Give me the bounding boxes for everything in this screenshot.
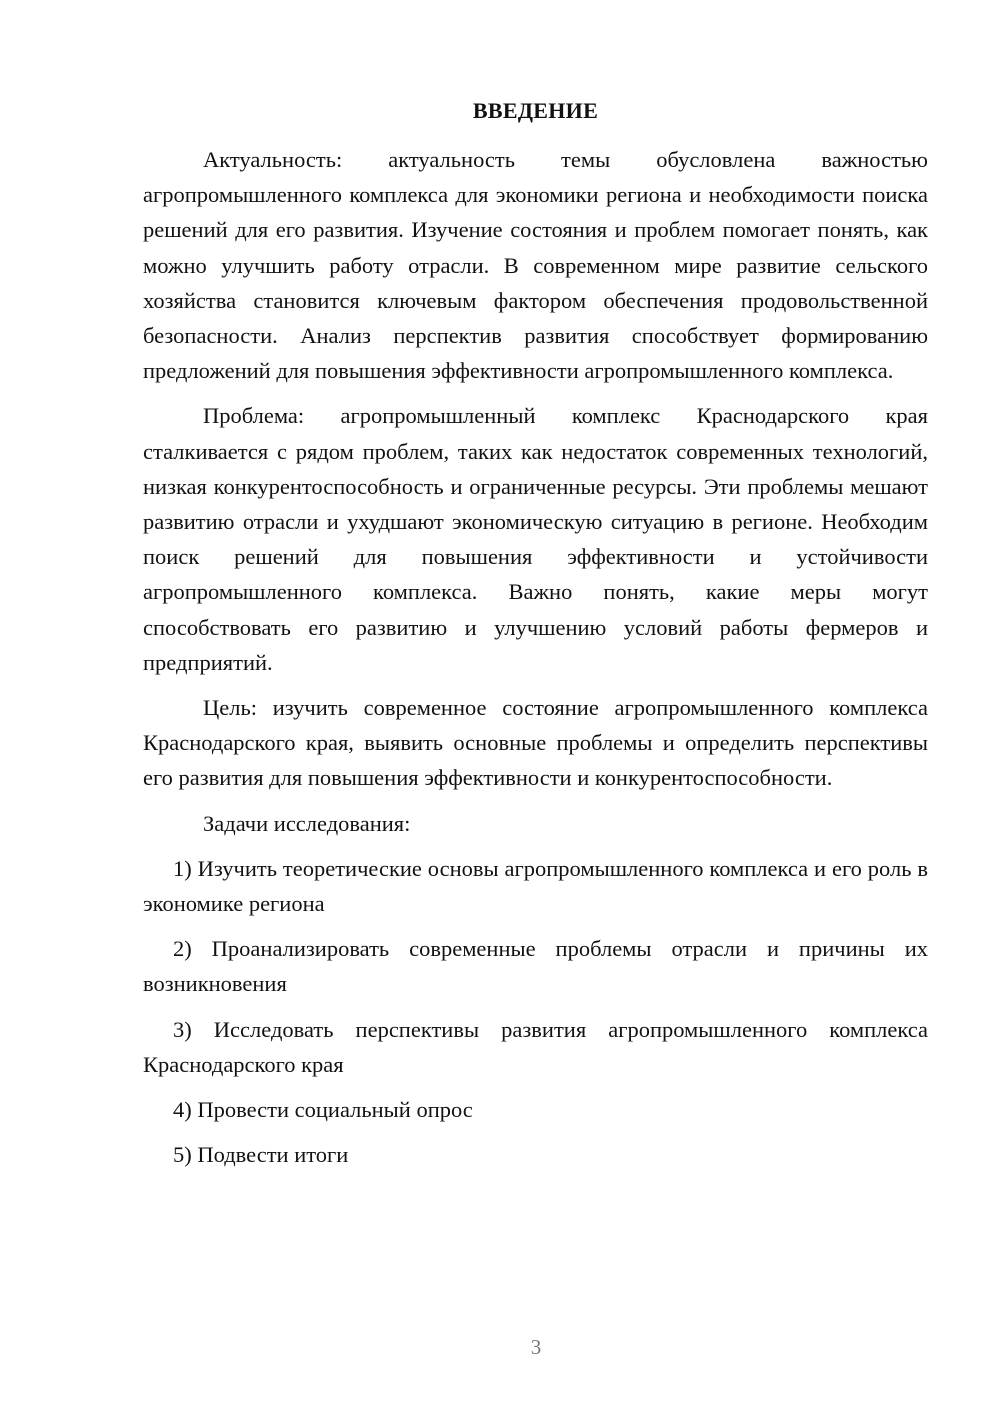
task-item-5: 5) Подвести итоги xyxy=(173,1142,349,1168)
task-item-1: 1) Изучить теоретические основы агропромышленного комплекса и его роль в экономике региона xyxy=(143,855,928,917)
task-item-4: 4) Провести социальный опрос xyxy=(173,1097,473,1123)
page-number: 3 xyxy=(530,1335,542,1359)
paragraph-goal: Цель: изучить современное состояние агропромышленного комплекса Краснодарского края, выявить основные проблемы и определить перспективы его развития для повышения эффективности и конкурентоспособности. xyxy=(143,695,928,791)
section-heading: ВВЕДЕНИЕ xyxy=(472,98,599,123)
paragraph-problem: Проблема: агропромышленный комплекс Краснодарского края сталкивается с рядом проблем, таких как недостаток современных технологий, низкая конкурентоспособность и ограниченные ресурсы. Эти проблемы мешают развитию отрасли и ухудшают экономическую ситуацию в регионе. Необходим поиск решений для повышения эффективности и устойчивости агропромышленного комплекса. Важно понять, какие меры могут способствовать его развитию и улучшению условий работы фермеров и предприятий. xyxy=(143,403,928,675)
page-content xyxy=(143,96,928,1182)
paragraph-tasks-intro: Задачи исследования: xyxy=(203,810,411,836)
paragraph-relevance: Актуальность: актуальность темы обусловлена важностью агропромышленного комплекса для экономики региона и необходимости поиска решений для его развития. Изучение состояния и проблем помогает понять, как можно улучшить работу отрасли. В современном мире развитие сельского хозяйства становится ключевым фактором обеспечения продовольственной безопасности. Анализ перспектив развития способствует формированию предложений для повышения эффективности агропромышленного комплекса. xyxy=(143,147,928,384)
task-item-2: 2) Проанализировать современные проблемы отрасли и причины их возникновения xyxy=(143,936,928,997)
task-item-3: 3) Исследовать перспективы развития агропромышленного комплекса Краснодарского края xyxy=(143,1016,928,1077)
